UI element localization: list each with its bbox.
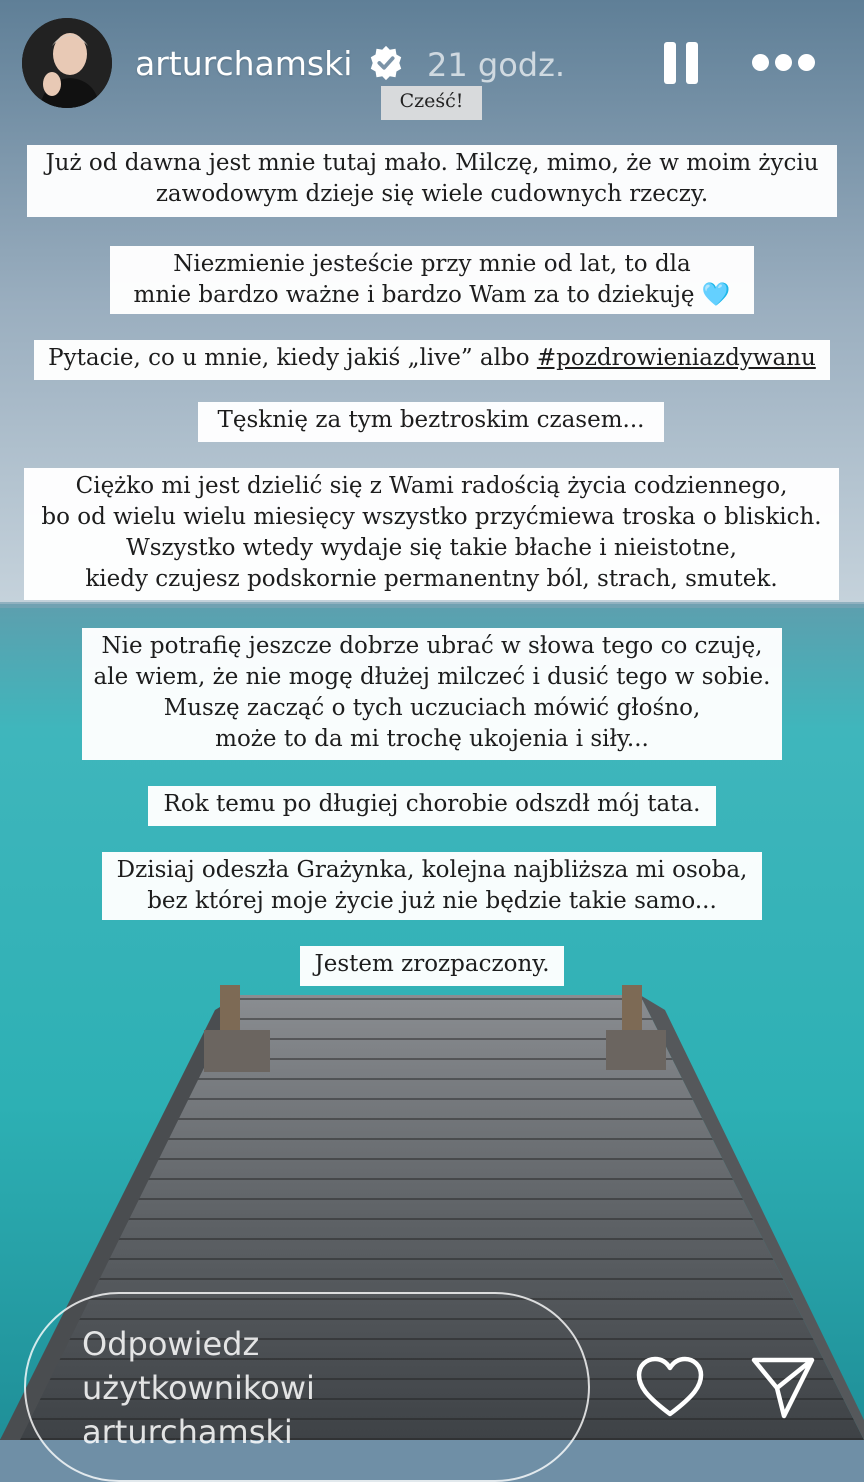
- story-text-line: kiedy czujesz podskornie permanentny ból, strach, smutek.: [85, 566, 778, 592]
- story-text-line: Już od dawna jest mnie tutaj mało. Milczę, mimo, że w moim życiu: [45, 150, 819, 176]
- story-text-line: Nie potrafię jeszcze dobrze ubrać w słowa tego co czuję,: [101, 633, 763, 659]
- story-text-box: [300, 946, 564, 986]
- story-text-line: Dzisiaj odeszła Grażynka, kolejna najbliższa mi osoba,: [116, 857, 748, 883]
- story-text-line: Muszę zacząć o tych uczuciach mówić głośno,: [163, 695, 701, 721]
- story-text-line: Wszystko wtedy wydaje się takie błache i nieistotne,: [126, 535, 737, 561]
- reply-input[interactable]: [24, 1292, 590, 1482]
- story-text-line: zawodowym dzieje się wiele cudownych rzeczy.: [155, 181, 709, 207]
- reply-placeholder: Odpowiedz użytkownikowi arturchamski: [82, 1325, 315, 1451]
- hashtag-link[interactable]: #pozdrowieniazdywanu: [536, 345, 816, 371]
- story-text-box: [102, 852, 762, 920]
- more-icon[interactable]: [752, 52, 816, 74]
- story-text-line: Ciężko mi jest dzielić się z Wami radością życia codziennego,: [75, 473, 788, 499]
- story-text-line: bez której moje życie już nie będzie takie samo...: [147, 888, 717, 914]
- greeting-label: Cześć!: [381, 86, 482, 120]
- story-text-line: ale wiem, że nie mogę dłużej milczeć i dusić tego w sobie.: [93, 664, 771, 690]
- story-timestamp: 21 godz.: [427, 46, 566, 84]
- story-text-line: Pytacie, co u mnie, kiedy jakiś „live” albo: [48, 345, 537, 371]
- story-text-line: Niezmienie jesteście przy mnie od lat, to dla: [173, 251, 691, 277]
- story-text-box: [27, 145, 837, 217]
- pause-icon[interactable]: [664, 42, 700, 84]
- story-text-box: [24, 468, 839, 600]
- story-text-line: Jestem zrozpaczony.: [314, 951, 550, 977]
- verified-badge-icon: [367, 44, 405, 82]
- story-text-box: [148, 786, 716, 826]
- story-text-line: bo od wielu wielu miesięcy wszystko przyćmiewa troska o bliskich.: [41, 504, 822, 530]
- story-text-box: [82, 628, 782, 760]
- send-icon[interactable]: [750, 1354, 816, 1420]
- username[interactable]: arturchamski: [135, 44, 353, 83]
- story-text-line: może to da mi trochę ukojenia i siły...: [215, 726, 649, 752]
- avatar[interactable]: [22, 18, 112, 108]
- story-header: [0, 0, 864, 125]
- heart-icon[interactable]: [636, 1356, 704, 1418]
- story-text-box: [110, 246, 754, 314]
- story-text-box: [34, 340, 830, 380]
- story-text-box: [198, 402, 664, 442]
- story-text-line: mnie bardzo ważne i bardzo Wam za to dziekuję 🩵: [133, 282, 731, 308]
- story-text-line: Rok temu po długiej chorobie odszdł mój tata.: [163, 791, 701, 817]
- story-text-line: Tęsknię za tym beztroskim czasem...: [217, 407, 645, 433]
